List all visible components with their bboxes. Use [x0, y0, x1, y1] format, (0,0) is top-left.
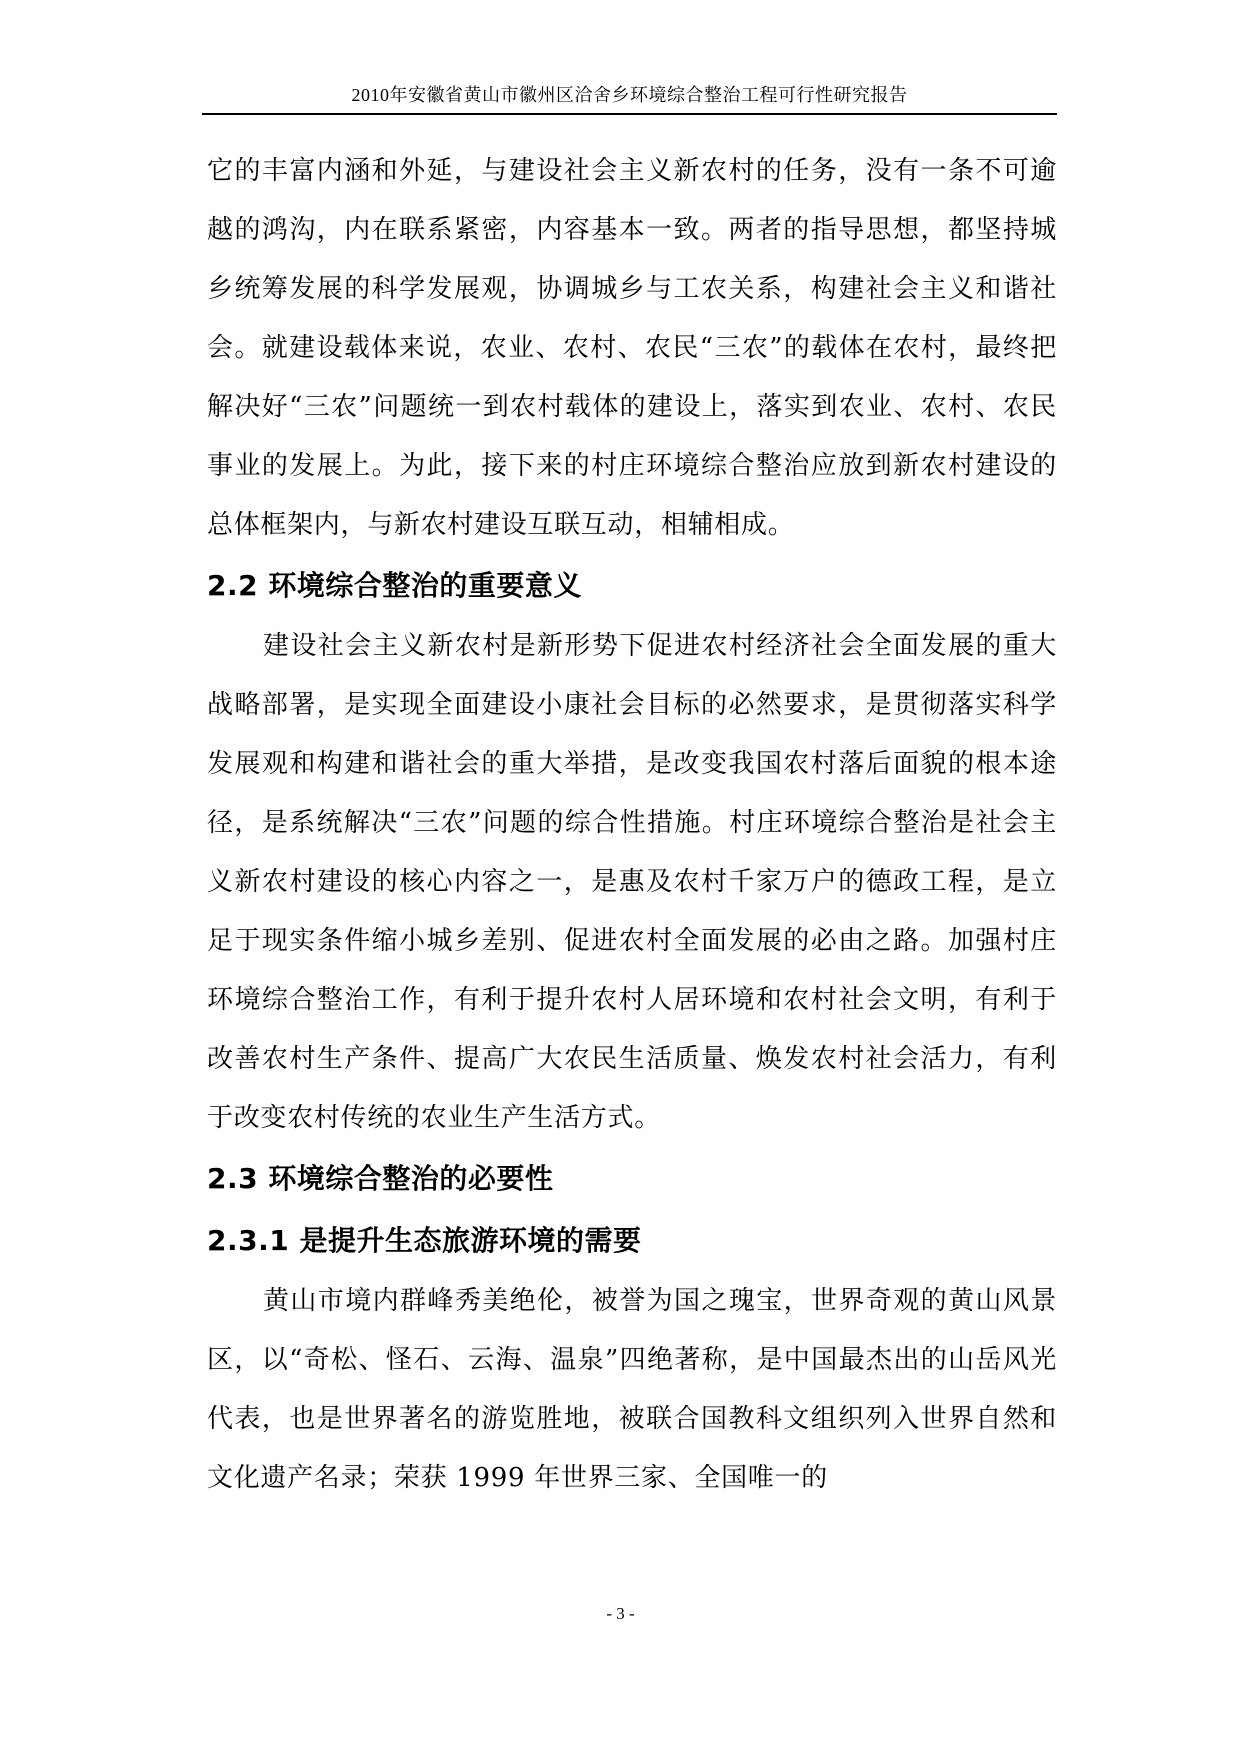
page-number: - 3 -: [606, 1604, 635, 1623]
section-heading-2-3: 2.3 环境综合整治的必要性: [207, 1162, 554, 1195]
header-rule: [202, 113, 1057, 115]
paragraph-continuation: 它的丰富内涵和外延，与建设社会主义新农村的任务，没有一条不可逾越的鸿沟，内在联系紧密，内容基本一致。两者的指导思想，都坚持城乡统筹发展的科学发展观，协调城乡与工农关系，构建社会主义和谐社会。就建设载体来说，农业、农村、农民“三农”的载体在农村，最终把解决好“三农”问题统一到农村载体的建设上，落实到农业、农村、农民事业的发展上。为此，接下来的村庄环境综合整治应放到新农村建设的总体框架内，与新农村建设互联互动，相辅相成。: [207, 156, 1057, 540]
subsection-heading-2-3-1: 2.3.1 是提升生态旅游环境的需要: [207, 1224, 642, 1257]
paragraph-tourism: 黄山市境内群峰秀美绝伦，被誉为国之瑰宝，世界奇观的黄山风景区，以“奇松、怪石、云海、温泉”四绝著称，是中国最杰出的山岳风光代表，也是世界著名的游览胜地，被联合国教科文组织列入世界自然和文化遗产名录；荣获 1999 年世界三家、全国唯一的: [207, 1286, 1057, 1493]
section-heading-2-2: 2.2 环境综合整治的重要意义: [207, 569, 582, 602]
paragraph-importance: 建设社会主义新农村是新形势下促进农村经济社会全面发展的重大战略部署，是实现全面建设小康社会目标的必然要求，是贯彻落实科学发展观和构建和谐社会的重大举措，是改变我国农村落后面貌的根本途径，是系统解决“三农”问题的综合性措施。村庄环境综合整治是社会主义新农村建设的核心内容之一，是惠及农村千家万户的德政工程，是立足于现实条件缩小城乡差别、促进农村全面发展的必由之路。加强村庄环境综合整治工作，有利于提升农村人居环境和农村社会文明，有利于改善农村生产条件、提高广大农民生活质量、焕发农村社会活力，有利于改变农村传统的农业生产生活方式。: [207, 631, 1057, 1133]
document-body: [207, 142, 1057, 1508]
page-header: 2010年安徽省黄山市徽州区洽舍乡环境综合整治工程可行性研究报告: [351, 85, 908, 105]
